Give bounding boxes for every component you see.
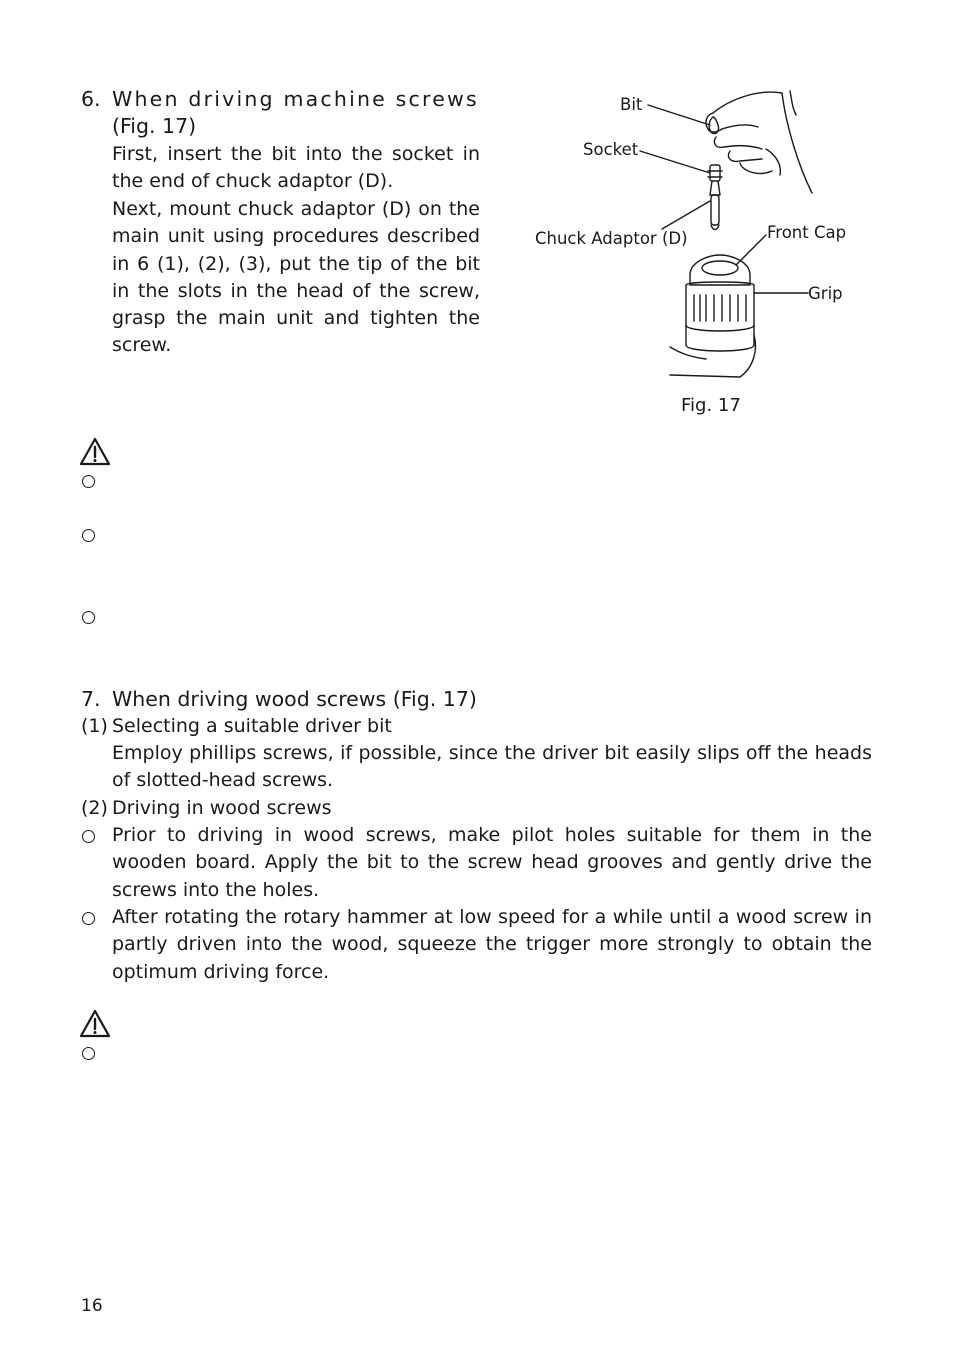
section6-title-line1: When driving machine screws (112, 87, 479, 111)
circle-bullet-icon (82, 475, 95, 488)
leader-chuck-adaptor (662, 201, 710, 229)
circle-bullet-icon (82, 1047, 95, 1060)
section6-para1: First, insert the bit into the socket in the end of chuck adaptor (D). (112, 143, 480, 193)
circle-bullet-icon (82, 830, 95, 843)
label-socket: Socket (583, 140, 639, 159)
section6-number: 6. (81, 87, 101, 111)
sub1-number: (1) (81, 715, 108, 737)
label-bit: Bit (620, 95, 643, 114)
label-chuck-adaptor: Chuck Adaptor (D) (535, 229, 688, 248)
sub1-body: Employ phillips screws, if possible, since the driver bit easily slips off the heads of slotted-head screws. (112, 742, 872, 792)
leader-front-cap (736, 235, 766, 265)
page-number: 16 (81, 1296, 103, 1316)
circle-bullet-icon (82, 611, 95, 624)
leader-bit (648, 105, 710, 125)
section7-title: When driving wood screws (Fig. 17) (112, 687, 477, 711)
sub1-title: Selecting a suitable driver bit (112, 715, 392, 737)
circle-bullet-icon (82, 529, 95, 542)
sub2-number: (2) (81, 797, 108, 819)
bullet-rotating: After rotating the rotary hammer at low speed for a while until a wood screw in partly driven into the wood, squeeze the trigger more strongly to obtain the optimum driving force. (112, 906, 872, 983)
warning-triangle-icon (79, 437, 111, 467)
figure-caption: Fig. 17 (681, 395, 741, 416)
label-grip: Grip (808, 284, 843, 303)
leader-socket (640, 151, 710, 173)
warning-triangle-icon (79, 1009, 111, 1039)
bullet-pilot-holes: Prior to driving in wood screws, make pilot holes suitable for them in the wooden board. Apply the bit to the screw head grooves and gently drive the screws into the holes. (112, 824, 872, 901)
sub2-title: Driving in wood screws (112, 797, 332, 819)
section7-number: 7. (81, 687, 101, 711)
label-front-cap: Front Cap (767, 223, 847, 242)
section6-title-line2: (Fig. 17) (112, 114, 197, 138)
circle-bullet-icon (82, 912, 95, 925)
hand-outline (713, 92, 782, 113)
section6-para2: Next, mount chuck adaptor (D) on the main unit using procedures described in 6 (1), (2), (3), put the tip of the bit in the slots in the head of the screw, grasp the main unit and tighten the screw. (112, 198, 480, 357)
